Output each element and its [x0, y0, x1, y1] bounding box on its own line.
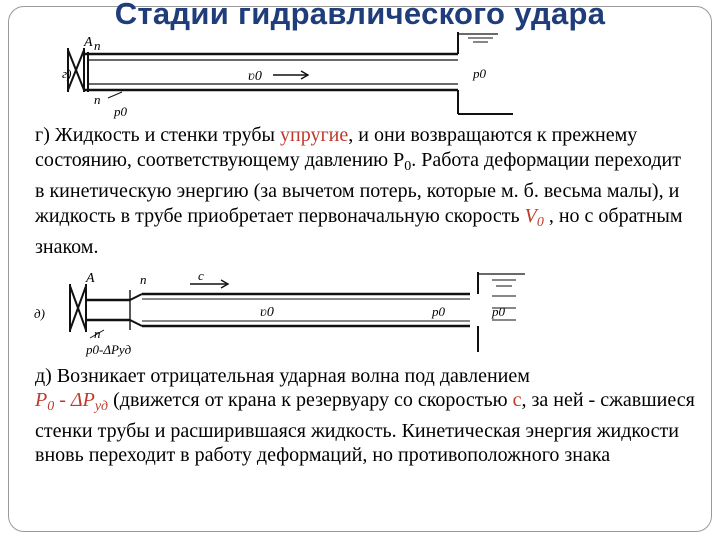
- text-run: 0: [536, 214, 544, 230]
- label-n-top: n: [140, 272, 147, 287]
- text-run: с: [512, 389, 522, 411]
- paragraph-stage-d: [35, 364, 715, 467]
- text-run: упругие: [280, 124, 349, 146]
- diagram-stroke: [68, 32, 513, 114]
- slide-title: Стадии гидравлического удара: [114, 0, 606, 31]
- label-p0-pipe: p0: [432, 304, 445, 319]
- text-run: д) Возникает отрицательная ударная волна под давлением: [35, 365, 530, 387]
- stage-label: д): [34, 306, 45, 321]
- label-p0-tank: p0: [492, 304, 505, 319]
- text-run: 0: [47, 399, 55, 414]
- pipe-diagram-stage-g: [58, 26, 518, 126]
- text-run: , но с обратным знаком.: [35, 204, 683, 259]
- label-p0-tank: p0: [473, 66, 486, 81]
- p0-leader: [108, 92, 122, 98]
- label-A: A: [84, 35, 93, 50]
- diagram-stroke: [70, 272, 525, 352]
- diagram-stroke: [130, 294, 142, 300]
- text-run: г) Жидкость и стенки трубы: [35, 124, 280, 146]
- label-c: c: [198, 268, 204, 283]
- label-n-top: n: [94, 38, 101, 53]
- paragraph-stage-g: [35, 123, 685, 260]
- label-v0: ʋ0: [260, 305, 274, 320]
- text-run: P: [35, 389, 48, 411]
- text-run: . Работа деформации переходит в кинетическую энергию (за вычетом потерь, которые м. б. весьма малы), и жидкость в трубе приобретает первоначальную скорость: [35, 148, 681, 227]
- stage-label: г): [62, 66, 72, 81]
- text-run: (движется от крана к резервуару со скоростью: [108, 389, 513, 411]
- pipe-diagram-stage-d: [30, 268, 530, 360]
- label-p0-pipe: p0: [114, 104, 127, 119]
- text-run: , и они возвращаются к прежнему состоянию, соответствующему давлению P: [35, 124, 638, 171]
- text-run: V: [524, 204, 537, 227]
- label-v0: ʋ0: [248, 69, 262, 84]
- label-n-bottom: n: [94, 92, 101, 107]
- diagram-stroke: [130, 320, 142, 326]
- label-A: A: [86, 271, 95, 286]
- text-run: 0: [404, 158, 412, 174]
- label-n-bottom: n: [94, 326, 101, 341]
- text-run: уд: [94, 399, 109, 414]
- label-p0-minus-dp: p0-ΔPуд: [86, 342, 132, 357]
- text-run: - ΔP: [54, 389, 95, 411]
- text-run: , за ней - сжавшиеся стенки трубы и расширившаяся жидкость. Кинетическая энергия жидкости вновь переходит в работу деформаций, но противоположного знака: [35, 389, 695, 466]
